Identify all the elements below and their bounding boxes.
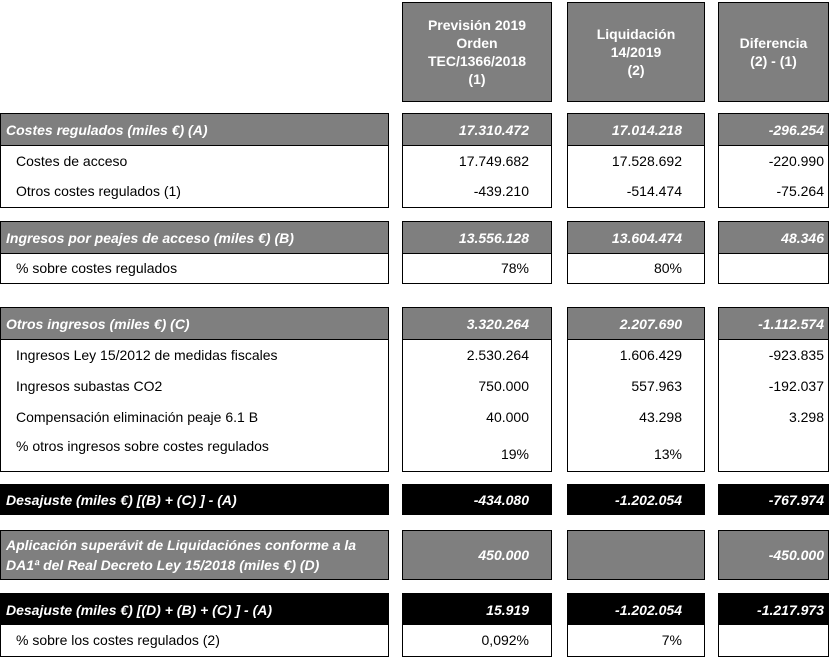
otros-ingresos-label-box [0, 307, 389, 472]
peajes-col1-box [402, 221, 552, 284]
otros-costes-col2: -514.474 [626, 182, 682, 199]
aplicacion-label-box [0, 530, 389, 580]
otros-ingresos-total-col3: -1.112.574 [719, 308, 828, 339]
desajuste2-col3: -1.217.973 [719, 594, 828, 625]
costes-col3-box [718, 113, 829, 208]
desajuste1-title: Desajuste (miles €) [(B) + (C) ] - (A) [1, 485, 388, 514]
header-liquidacion-14-2019: Liquidación 14/2019 (2) [567, 2, 705, 102]
desajuste2-col2: -1.202.054 [568, 594, 704, 625]
costes-acceso-col3: -220.990 [719, 145, 828, 175]
desajuste1-col1-box [402, 484, 552, 515]
costes-title: Costes regulados (miles €) (A) [1, 114, 388, 145]
compensacion-label: Compensación eliminación peaje 6.1 B [16, 408, 259, 425]
costes-total-col2: 17.014.218 [568, 114, 704, 145]
desajuste2-title: Desajuste (miles €) [(D) + (B) + (C) ] - (A) [1, 594, 388, 625]
costes-acceso-label: Costes de acceso [1, 145, 388, 175]
aplicacion-col3-box [718, 530, 829, 580]
otros-pct-col2: 13% [653, 446, 682, 462]
aplicacion-col2 [568, 531, 704, 579]
desajuste1-col3-box [718, 484, 829, 515]
otros-pct-label: % otros ingresos sobre costes regulados [16, 438, 269, 454]
otros-ingresos-title: Otros ingresos (miles €) (C) [1, 308, 388, 339]
peajes-col3-box [718, 221, 829, 284]
desajuste2-pct-col1: 0,092% [481, 632, 529, 648]
costes-col1-box [402, 113, 552, 208]
ley-15-2012-col1: 2.530.264 [403, 339, 551, 370]
desajuste2-pct-col2: 7% [661, 632, 682, 648]
aplicacion-col1: 450.000 [403, 531, 551, 579]
costes-col2-box [567, 113, 705, 208]
aplicacion-col2-box [567, 530, 705, 580]
costes-acceso-col2: 17.528.692 [568, 145, 704, 175]
costes-total-col1: 17.310.472 [403, 114, 551, 145]
otros-costes-label: Otros costes regulados (1) [16, 182, 181, 199]
desajuste2-pct-col3 [719, 625, 828, 655]
otros-costes-col1: -439.210 [473, 182, 529, 199]
desajuste2-pct-label: % sobre los costes regulados (2) [16, 632, 220, 648]
desajuste1-col2-box [567, 484, 705, 515]
subastas-co2-col3: -192.037 [768, 377, 824, 394]
aplicacion-col1-box [402, 530, 552, 580]
otros-ingresos-total-col2: 2.207.690 [568, 308, 704, 339]
ley-15-2012-label: Ingresos Ley 15/2012 de medidas fiscales [1, 339, 388, 370]
desajuste2-label-box [0, 593, 389, 657]
desajuste1-col1: -434.080 [403, 485, 551, 514]
subastas-co2-col1: 750.000 [478, 377, 529, 394]
otros-ingresos-col1-box [402, 307, 552, 472]
desajuste2-col1-box [402, 593, 552, 657]
desajuste1-col3: -767.974 [719, 485, 828, 514]
otros-pct-col1: 19% [500, 446, 529, 462]
peajes-pct-label: % sobre costes regulados [1, 253, 388, 282]
compensacion-col1: 40.000 [486, 408, 529, 425]
costes-acceso-col1: 17.749.682 [403, 145, 551, 175]
ley-15-2012-col2: 1.606.429 [568, 339, 704, 370]
otros-costes-col3: -75.264 [776, 182, 824, 199]
peajes-label-box [0, 221, 389, 284]
compensacion-col2: 43.298 [639, 408, 682, 425]
desajuste2-col3-box [718, 593, 829, 657]
otros-ingresos-col3-box [718, 307, 829, 472]
desajuste2-col1: 15.919 [403, 594, 551, 625]
aplicacion-title: Aplicación superávit de Liquidaciónes conforme a la DA1ª del Real Decreto Ley 15/2018 (miles €) (D) [1, 531, 388, 579]
desajuste1-label-box [0, 484, 389, 515]
peajes-total-col2: 13.604.474 [568, 222, 704, 253]
header-diferencia: Diferencia (2) - (1) [718, 2, 829, 102]
compensacion-col3: 3.298 [788, 408, 824, 425]
costes-total-col3: -296.254 [719, 114, 828, 145]
otros-ingresos-col2-box [567, 307, 705, 472]
desajuste2-col2-box [567, 593, 705, 657]
peajes-total-col3: 48.346 [719, 222, 828, 253]
aplicacion-col3: -450.000 [719, 531, 828, 579]
peajes-col2-box [567, 221, 705, 284]
peajes-pct-col2: 80% [568, 253, 704, 282]
header-prevision-2019: Previsión 2019 Orden TEC/1366/2018 (1) [402, 2, 552, 102]
peajes-title: Ingresos por peajes de acceso (miles €) (B) [1, 222, 388, 253]
subastas-co2-col2: 557.963 [631, 377, 682, 394]
otros-pct-col3 [719, 438, 828, 470]
peajes-total-col1: 13.556.128 [403, 222, 551, 253]
ley-15-2012-col3: -923.835 [719, 339, 828, 370]
otros-ingresos-total-col1: 3.320.264 [403, 308, 551, 339]
desajuste1-col2: -1.202.054 [568, 485, 704, 514]
subastas-co2-label: Ingresos subastas CO2 [16, 377, 163, 394]
peajes-pct-col1: 78% [403, 253, 551, 282]
costes-label-box [0, 113, 389, 208]
peajes-pct-col3 [719, 253, 828, 282]
